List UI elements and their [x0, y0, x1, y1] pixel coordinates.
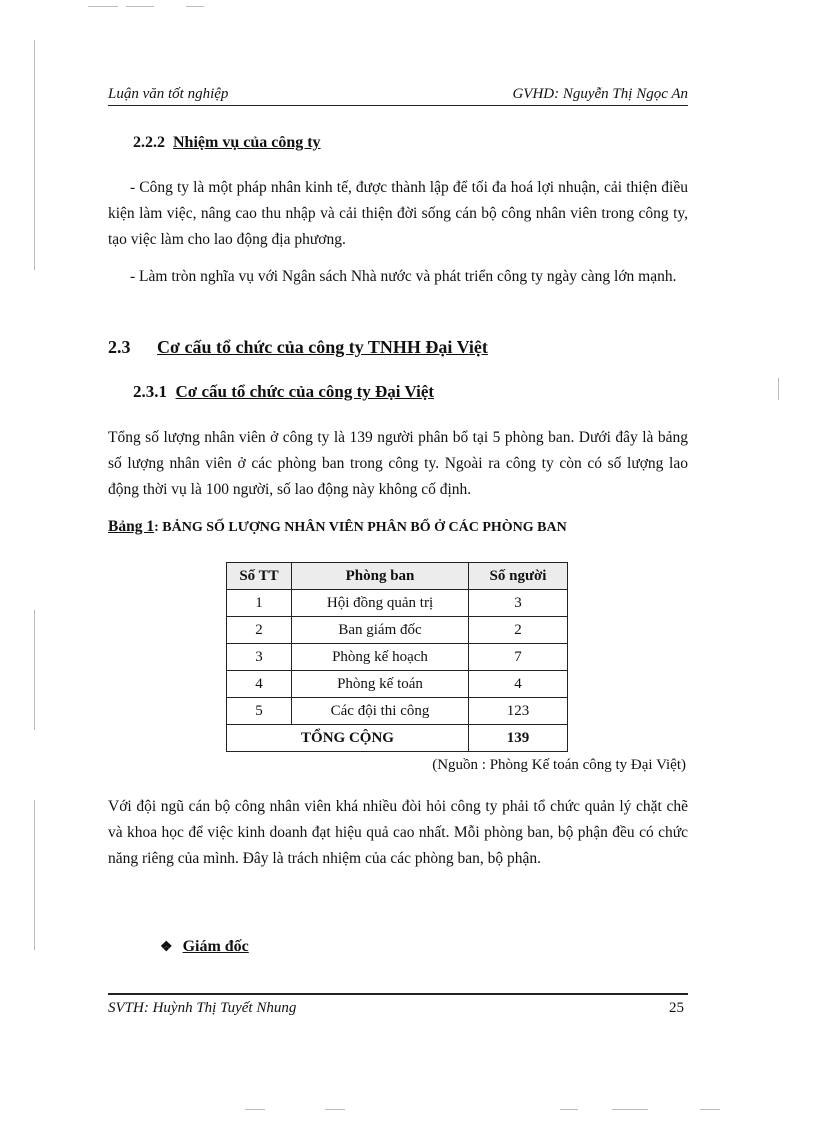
heading-2-2-2: [133, 134, 321, 152]
col-header-no: Số TT: [227, 563, 292, 590]
table-row: [227, 644, 568, 671]
paragraph-staff-summary: Tổng số lượng nhân viên ở công ty là 139 người phân bổ tại 5 phòng ban. Dưới đây là bảng số lượng nhân viên ở các phòng ban trong công ty. Ngoài ra công ty còn có số lượng lao động thời vụ là 100 người, số lao động này không cố định.: [108, 429, 688, 498]
header-advisor: GVHD: Nguyễn Thị Ngọc An: [512, 86, 688, 102]
col-header-count: Số người: [469, 563, 568, 590]
table-total-row: [227, 725, 568, 752]
cell-department: Hội đồng quản trị: [292, 590, 469, 617]
paragraph-organization: Với đội ngũ cán bộ công nhân viên khá nhiều đòi hỏi công ty phải tổ chức quản lý chặt chẽ và khoa học để việc kinh doanh đạt hiệu quả cao nhất. Mỗi phòng ban, bộ phận đều có chức năng riêng của mình. Đây là trách nhiệm của các phòng ban, bộ phận.: [108, 798, 688, 867]
table-row: [227, 671, 568, 698]
cell-count: 3: [469, 590, 568, 617]
page-number: 25: [669, 1000, 684, 1016]
table-caption: [108, 518, 567, 536]
scan-mark: [778, 378, 779, 400]
heading-title: Cơ cấu tổ chức của công ty TNHH Đại Việt: [157, 337, 488, 357]
cell-count: 7: [469, 644, 568, 671]
footer-student: SVTH: Huỳnh Thị Tuyết Nhung: [108, 1000, 297, 1016]
scan-mark: [126, 6, 154, 7]
paragraph-duties-1: - Công ty là một pháp nhân kinh tế, được thành lập để tối đa hoá lợi nhuận, cải thiện điều kiện làm việc, nâng cao thu nhập và cải thiện đời sống cán bộ công nhân viên trong công ty, tạo việc làm cho lao động địa phương.: [108, 179, 688, 248]
cell-department: Phòng kế hoạch: [292, 644, 469, 671]
col-header-department: Phòng ban: [292, 563, 469, 590]
heading-number: 2.2.2: [133, 134, 165, 151]
heading-title: Nhiệm vụ của công ty: [173, 134, 321, 151]
cell-no: 2: [227, 617, 292, 644]
diamond-bullet-icon: ❖: [160, 940, 173, 955]
table-row: [227, 590, 568, 617]
heading-number: 2.3: [108, 337, 131, 357]
cell-count: 123: [469, 698, 568, 725]
table-caption-label: Bảng 1: [108, 518, 155, 535]
table-header-row: [227, 563, 568, 590]
scan-mark: [245, 1109, 265, 1110]
scan-mark: [186, 6, 204, 7]
scan-mark: [34, 40, 35, 270]
bullet-heading-text: Giám đốc: [182, 938, 249, 955]
footer-rule: [108, 993, 688, 995]
scan-mark: [700, 1109, 720, 1110]
cell-total-label: TỔNG CỘNG: [227, 725, 469, 752]
cell-department: Các đội thi công: [292, 698, 469, 725]
heading-title: Cơ cấu tổ chức của công ty Đại Việt: [175, 382, 435, 401]
cell-no: 4: [227, 671, 292, 698]
heading-2-3-1: [133, 382, 434, 402]
scan-mark: [612, 1109, 648, 1110]
header-rule: [108, 105, 688, 106]
scan-mark: [88, 6, 118, 7]
heading-number: 2.3.1: [133, 382, 167, 401]
paragraph-duties-2: - Làm tròn nghĩa vụ với Ngân sách Nhà nước và phát triển công ty ngày càng lớn mạnh.: [130, 268, 677, 285]
scan-mark: [34, 800, 35, 950]
cell-total-value: 139: [469, 725, 568, 752]
table-caption-text: : BẢNG SỐ LƯỢNG NHÂN VIÊN PHÂN BỔ Ở CÁC PHÒNG BAN: [154, 520, 567, 535]
heading-2-3: [108, 337, 488, 358]
cell-department: Ban giám đốc: [292, 617, 469, 644]
table-row: [227, 617, 568, 644]
cell-department: Phòng kế toán: [292, 671, 469, 698]
cell-no: 5: [227, 698, 292, 725]
table-source-note: (Nguồn : Phòng Kế toán công ty Đại Việt): [432, 757, 686, 773]
scan-mark: [34, 610, 35, 730]
header-thesis-label: Luận văn tốt nghiệp: [108, 86, 229, 102]
bullet-heading-director: [160, 938, 249, 956]
cell-no: 3: [227, 644, 292, 671]
cell-no: 1: [227, 590, 292, 617]
cell-count: 4: [469, 671, 568, 698]
scan-mark: [560, 1109, 578, 1110]
table-row: [227, 698, 568, 725]
scan-mark: [325, 1109, 345, 1110]
staff-distribution-table: [226, 562, 568, 752]
cell-count: 2: [469, 617, 568, 644]
